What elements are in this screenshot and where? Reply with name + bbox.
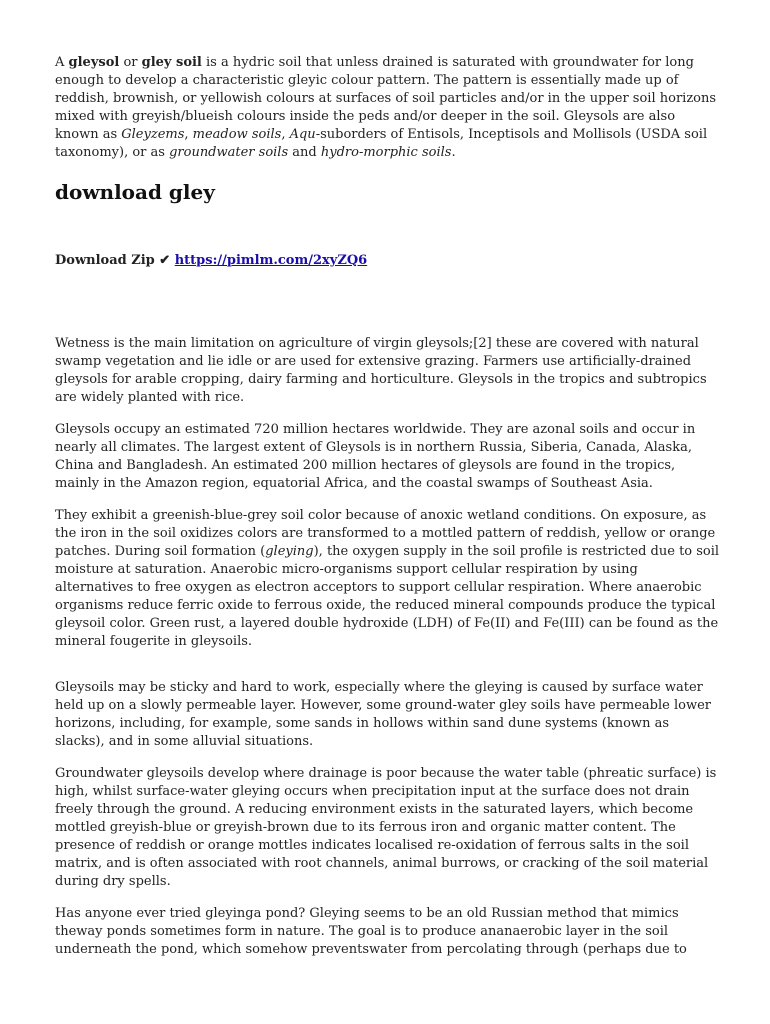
intro-text: . — [451, 145, 456, 160]
article-body — [55, 335, 720, 959]
term-gley-soil: gley soil — [141, 55, 202, 70]
page-heading: download gley — [55, 180, 215, 204]
intro-text: , — [184, 127, 193, 142]
download-label: Download Zip — [55, 253, 160, 268]
paragraph-groundwater: Groundwater gleysoils develop where drainage is poor because the water table (phreatic surface) is high, whilst surface-water gleying occurs when precipitation input at the surface does not drain freely through the ground. A reducing environment exists in the saturated layers, which become mottled greyish-blue or greyish-brown due to its ferrous iron and organic matter content. The presence of reddish or orange mottles indicates localised re-oxidation of ferrous salts in the soil matrix, and is often associated with root channels, animal burrows, or cracking of the soil material during dry spells. — [55, 766, 717, 889]
paragraph-agriculture: Wetness is the main limitation on agriculture of virgin gleysols;[2] these are covered with natural swamp vegetation and lie idle or are used for extensive grazing. Farmers use artificially-drained gleysols for arable cropping, dairy farming and horticulture. Gleysols in the tropics and subtropics are widely planted with rice. — [55, 336, 707, 405]
intro-text: -suborders of Entisols, Inceptisols and Mollisols (USDA soil taxonomy), or as — [55, 127, 708, 160]
paragraph-distribution: Gleysols occupy an estimated 720 million hectares worldwide. They are azonal soils and occur in nearly all climates. The largest extent of Gleysols is in northern Russia, Siberia, Canada, Alaska, China and Bangladesh. An estimated 200 million hectares of gleysols are found in the tropics, mainly in the Amazon region, equatorial Africa, and the coastal swamps of Southeast Asia. — [55, 422, 696, 491]
term-gleyzems: Gleyzems — [121, 127, 185, 142]
intro-paragraph — [55, 54, 720, 162]
term-groundwater-soils: groundwater soils — [169, 145, 289, 160]
intro-text: or — [119, 55, 142, 70]
document-page — [55, 54, 720, 957]
download-line — [55, 252, 367, 270]
download-link[interactable]: https://pimlm.com/2xyZQ6 — [174, 253, 368, 268]
term-gleysol: gleysol — [68, 55, 120, 70]
paragraph-workability: Gleysoils may be sticky and hard to work, especially where the gleying is caused by surface water held up on a slowly permeable layer. However, some ground-water gley soils have permeable lower horizons, including, for example, some sands in hollows within sand dune systems (known as slacks), and in some alluvial situations. — [55, 680, 712, 749]
term-hydro-morphic-soils: hydro-morphic soils — [320, 145, 452, 160]
intro-text: and — [288, 145, 321, 160]
paragraph-text: ), the oxygen supply in the soil profile is restricted due to soil moisture at saturation. Anaerobic micro-organisms support cellular respiration by using alternatives to free oxygen as electron acceptors to support cellular respiration. Where anaerobic organisms reduce ferric oxide to ferrous oxide, the reduced mineral compounds produce the typical gleysoil color. Green rust, a layered double hydroxide (LDH) of Fe(II) and Fe(III) can be found as the mineral fougerite in gleysoils. — [55, 544, 720, 649]
intro-text: A — [55, 55, 69, 70]
paragraph-pond: Has anyone ever tried gleyinga pond? Gleying seems to be an old Russian method that mimics theway ponds sometimes form in nature. The goal is to produce ananaerobic layer in the soil underneath the pond, which somehow preventswater from percolating through (perhaps due to — [55, 906, 687, 957]
check-icon: ✔ — [159, 253, 171, 268]
term-gleying: gleying — [265, 544, 314, 559]
intro-text: , — [281, 127, 290, 142]
paragraph-text: They exhibit a greenish-blue-grey soil color because of anoxic wetland conditions. On exposure, as the iron in the soil oxidizes colors are transformed to a mottled pattern of reddish, yellow or orange patches. During soil formation ( — [55, 508, 716, 559]
paragraph-color — [55, 507, 720, 651]
intro-text: is a hydric soil that unless drained is saturated with groundwater for long enough to develop a characteristic gleyic colour pattern. The pattern is essentially made up of reddish, brownish, or yellowish colours at surfaces of soil particles and/or in the upper soil horizons mixed with greyish/blueish colours inside the peds and/or deeper in the soil. Gleysols are also known as — [55, 55, 717, 142]
term-meadow-soils: meadow soils — [192, 127, 282, 142]
term-aqu: Aqu — [289, 127, 316, 142]
